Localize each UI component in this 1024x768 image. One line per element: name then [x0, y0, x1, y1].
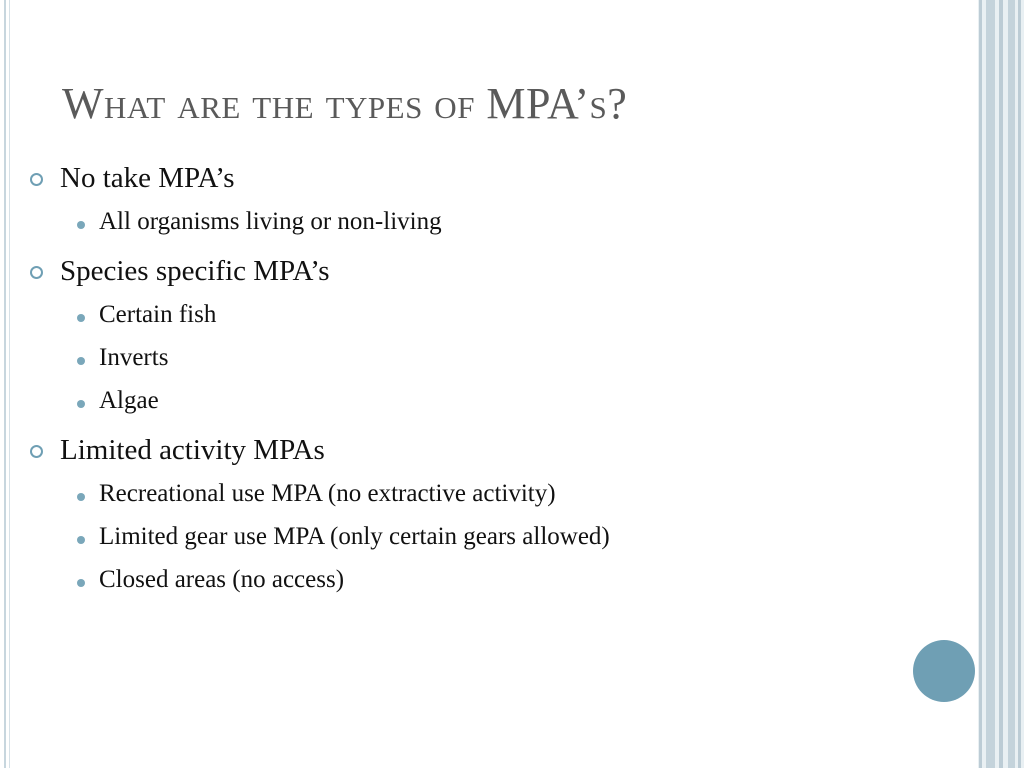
dot-bullet-icon — [77, 536, 85, 544]
bullet-level-2 — [30, 208, 910, 251]
dot-bullet-icon — [77, 221, 85, 229]
bullet-level-2 — [30, 523, 910, 566]
ring-bullet-icon — [30, 445, 43, 458]
list-item: Algae — [99, 387, 159, 414]
ring-bullet-icon — [30, 173, 43, 186]
dot-bullet-icon — [77, 400, 85, 408]
dot-bullet-icon — [77, 314, 85, 322]
list-item: Limited gear use MPA (only certain gears allowed) — [99, 523, 610, 550]
bullet-list — [30, 162, 910, 609]
section-heading: No take MPA’s — [60, 162, 235, 194]
list-item: Certain fish — [99, 301, 217, 328]
bullet-level-1 — [30, 255, 910, 295]
bullet-level-2 — [30, 344, 910, 387]
dot-bullet-icon — [77, 493, 85, 501]
dot-bullet-icon — [77, 579, 85, 587]
right-stripe — [1008, 0, 1015, 768]
bullet-level-2 — [30, 480, 910, 523]
list-item: Inverts — [99, 344, 169, 371]
list-item: Recreational use MPA (no extractive activity) — [99, 480, 556, 507]
slide-title: What are the types of MPA’s? — [62, 79, 628, 128]
bullet-level-1 — [30, 434, 910, 474]
bullet-level-2 — [30, 301, 910, 344]
right-stripe — [979, 0, 982, 768]
bullet-level-2 — [30, 566, 910, 609]
section-heading: Limited activity MPAs — [60, 434, 325, 466]
section-heading: Species specific MPA’s — [60, 255, 330, 287]
left-border-line-inner — [9, 0, 10, 768]
list-item: Closed areas (no access) — [99, 566, 345, 593]
right-stripe — [999, 0, 1003, 768]
bullet-level-2 — [30, 387, 910, 430]
left-border-line — [4, 0, 6, 768]
dot-bullet-icon — [77, 357, 85, 365]
decorative-circle — [913, 640, 975, 702]
bullet-level-1 — [30, 162, 910, 202]
ring-bullet-icon — [30, 266, 43, 279]
right-stripe — [1018, 0, 1021, 768]
list-item: All organisms living or non-living — [99, 208, 442, 235]
right-stripe — [986, 0, 995, 768]
